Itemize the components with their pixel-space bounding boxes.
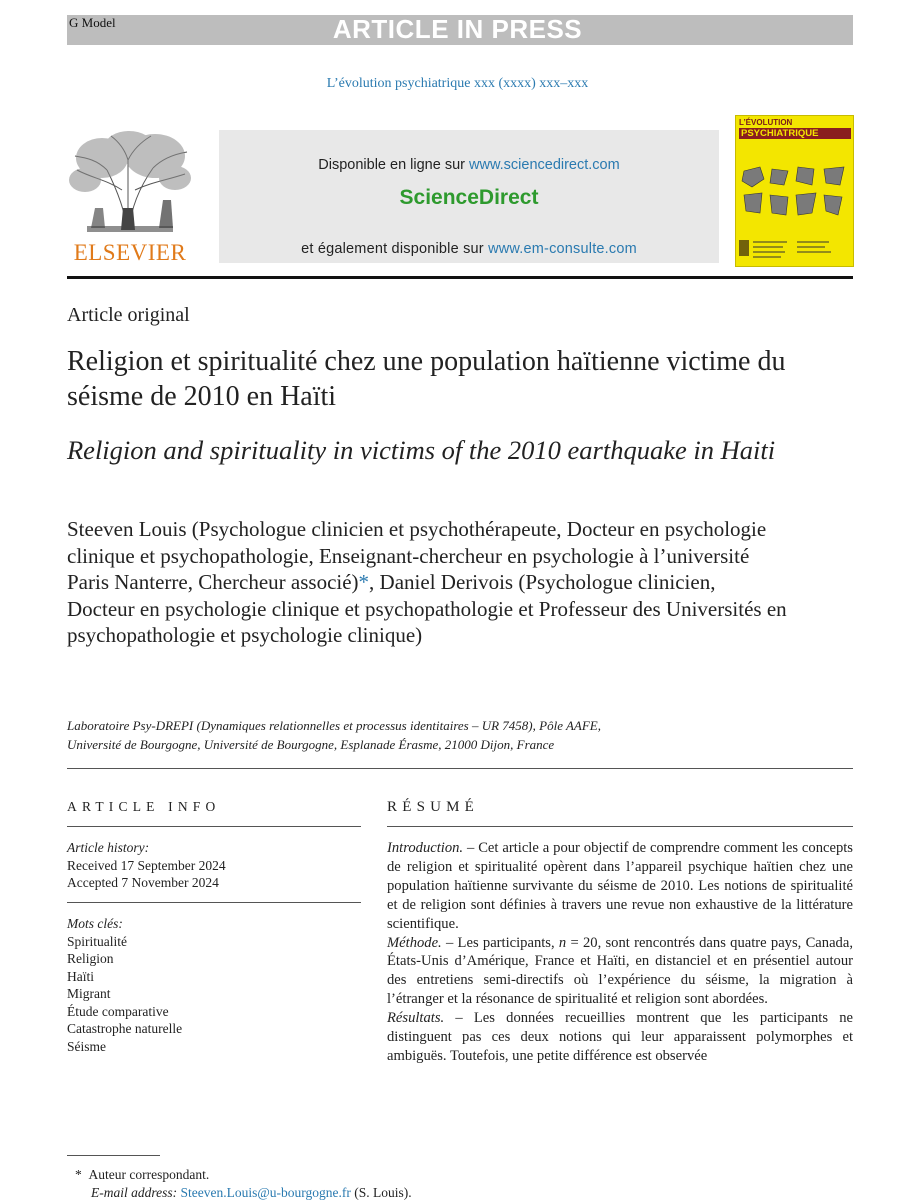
article-type-label: Article original [67,304,190,327]
article-title-english: Religion and spirituality in victims of the 2010 earthquake in Haiti [67,433,827,468]
resume-heading: RÉSUMÉ [387,799,479,816]
author-email-link[interactable]: Steeven.Louis@u-bourgogne.fr [181,1185,351,1200]
elsevier-wordmark: ELSEVIER [67,240,193,266]
sciencedirect-url-link[interactable]: www.sciencedirect.com [469,157,620,173]
footnote-marker: * [75,1167,82,1182]
header-divider [67,276,853,279]
keyword-item: Religion [67,950,182,968]
email-label: E-mail address: [91,1185,177,1200]
intro-text: – Cet article a pour objectif de comprendre comment les concepts de religion et spiritualité opèrent dans l’appareil psychique haïtien chez une population haïtienne survivante du séisme de 2010. Les notions de spiritualité et de religion sont définies à travers une revue non exhaustive de la littérature scientifique. [387,840,853,932]
method-text-b: = 20, sont rencontrés dans quatre pays, Canada, États-Unis d’Amérique, France et Haïti, en distanciel et en présentiel autour des entretiens semi-directifs où l’expérience du séisme, la migration à l’étranger et la résonance de spiritualité et religion sont abordées. [387,935,853,1008]
author-list [67,516,787,649]
cover-title-line1: L’ÉVOLUTION [739,118,792,127]
keywords-list [67,915,182,1055]
email-suffix: (S. Louis). [351,1185,412,1200]
article-info-rule [67,826,361,827]
method-label: Méthode. [387,935,442,951]
resume-rule [387,826,853,827]
footnote-email-line [75,1184,412,1201]
journal-citation-link[interactable]: L’évolution psychiatrique xxx (xxxx) xxx–xxx [0,76,915,92]
abstract-results [387,1009,853,1066]
cover-title-line2: PSYCHIATRIQUE [739,128,851,139]
intro-label: Introduction. [387,840,463,856]
keywords-rule [67,902,361,903]
method-text-a: – Les participants, [442,935,559,951]
article-title-french: Religion et spiritualité chez une population haïtienne victime du séisme de 2010 en Haïti [67,344,827,414]
author-daniel-derivois: , Daniel Derivois (Psychologue clinicien, Docteur en psychologie clinique et psychopathologie et Professeur des Universités en psychopathologie et psychologie clinique) [67,570,787,647]
availability-line-sciencedirect [219,157,719,173]
keyword-item: Étude comparative [67,1003,182,1021]
footnote [75,1166,412,1201]
em-consulte-url-link[interactable]: www.em-consulte.com [488,241,637,257]
accepted-date: Accepted 7 November 2024 [67,874,226,892]
keywords-label: Mots clés: [67,915,182,933]
availability-prefix-2: et également disponible sur [301,241,488,257]
affiliation-line-1: Laboratoire Psy-DREPI (Dynamiques relationnelles et processus identitaires – UR 7458), Pôle AAFE, [67,716,857,735]
keyword-item: Séisme [67,1038,182,1056]
results-text: – Les données recueillies montrent que les participants ne distinguent pas ces deux notions qui leur apparaissent polymorphes et ambiguës. Toutefois, une petite différence est observée [387,1010,853,1064]
results-label: Résultats. [387,1010,444,1026]
footnote-corresponding [75,1166,412,1184]
keyword-item: Migrant [67,985,182,1003]
cover-footer-icon [737,236,849,262]
footnote-rule [67,1155,160,1156]
footnote-label: Auteur correspondant. [89,1167,210,1182]
affiliation [67,716,857,754]
received-date: Received 17 September 2024 [67,857,226,875]
keyword-item: Haïti [67,968,182,986]
keyword-item: Spiritualité [67,933,182,951]
history-label: Article history: [67,839,226,857]
corresponding-author-marker[interactable]: * [359,570,370,594]
method-n-symbol: n [559,935,566,951]
sciencedirect-brand-logo[interactable]: ScienceDirect [219,186,719,210]
abstract-text [387,839,853,1066]
keyword-item: Catastrophe naturelle [67,1020,182,1038]
title-divider [67,768,853,769]
availability-line-emconsulte [219,241,719,257]
article-history [67,839,226,892]
g-model-label: G Model [69,15,116,31]
availability-prefix: Disponible en ligne sur [318,157,469,173]
article-info-heading: ARTICLE INFO [67,799,220,815]
abstract-method [387,934,853,1010]
author-steeven-louis: Steeven Louis (Psychologue clinicien et psychothérapeute, Docteur en psychologie clinique et psychopathologie, Enseignant-chercheur en psychologie à l’université Paris Nanterre, Chercheur associé) [67,517,766,594]
article-in-press-title: ARTICLE IN PRESS [0,14,915,45]
abstract-introduction [387,839,853,934]
cover-artwork-icon [740,165,848,218]
affiliation-line-2: Université de Bourgogne, Université de Bourgogne, Esplanade Érasme, 21000 Dijon, France [67,735,857,754]
